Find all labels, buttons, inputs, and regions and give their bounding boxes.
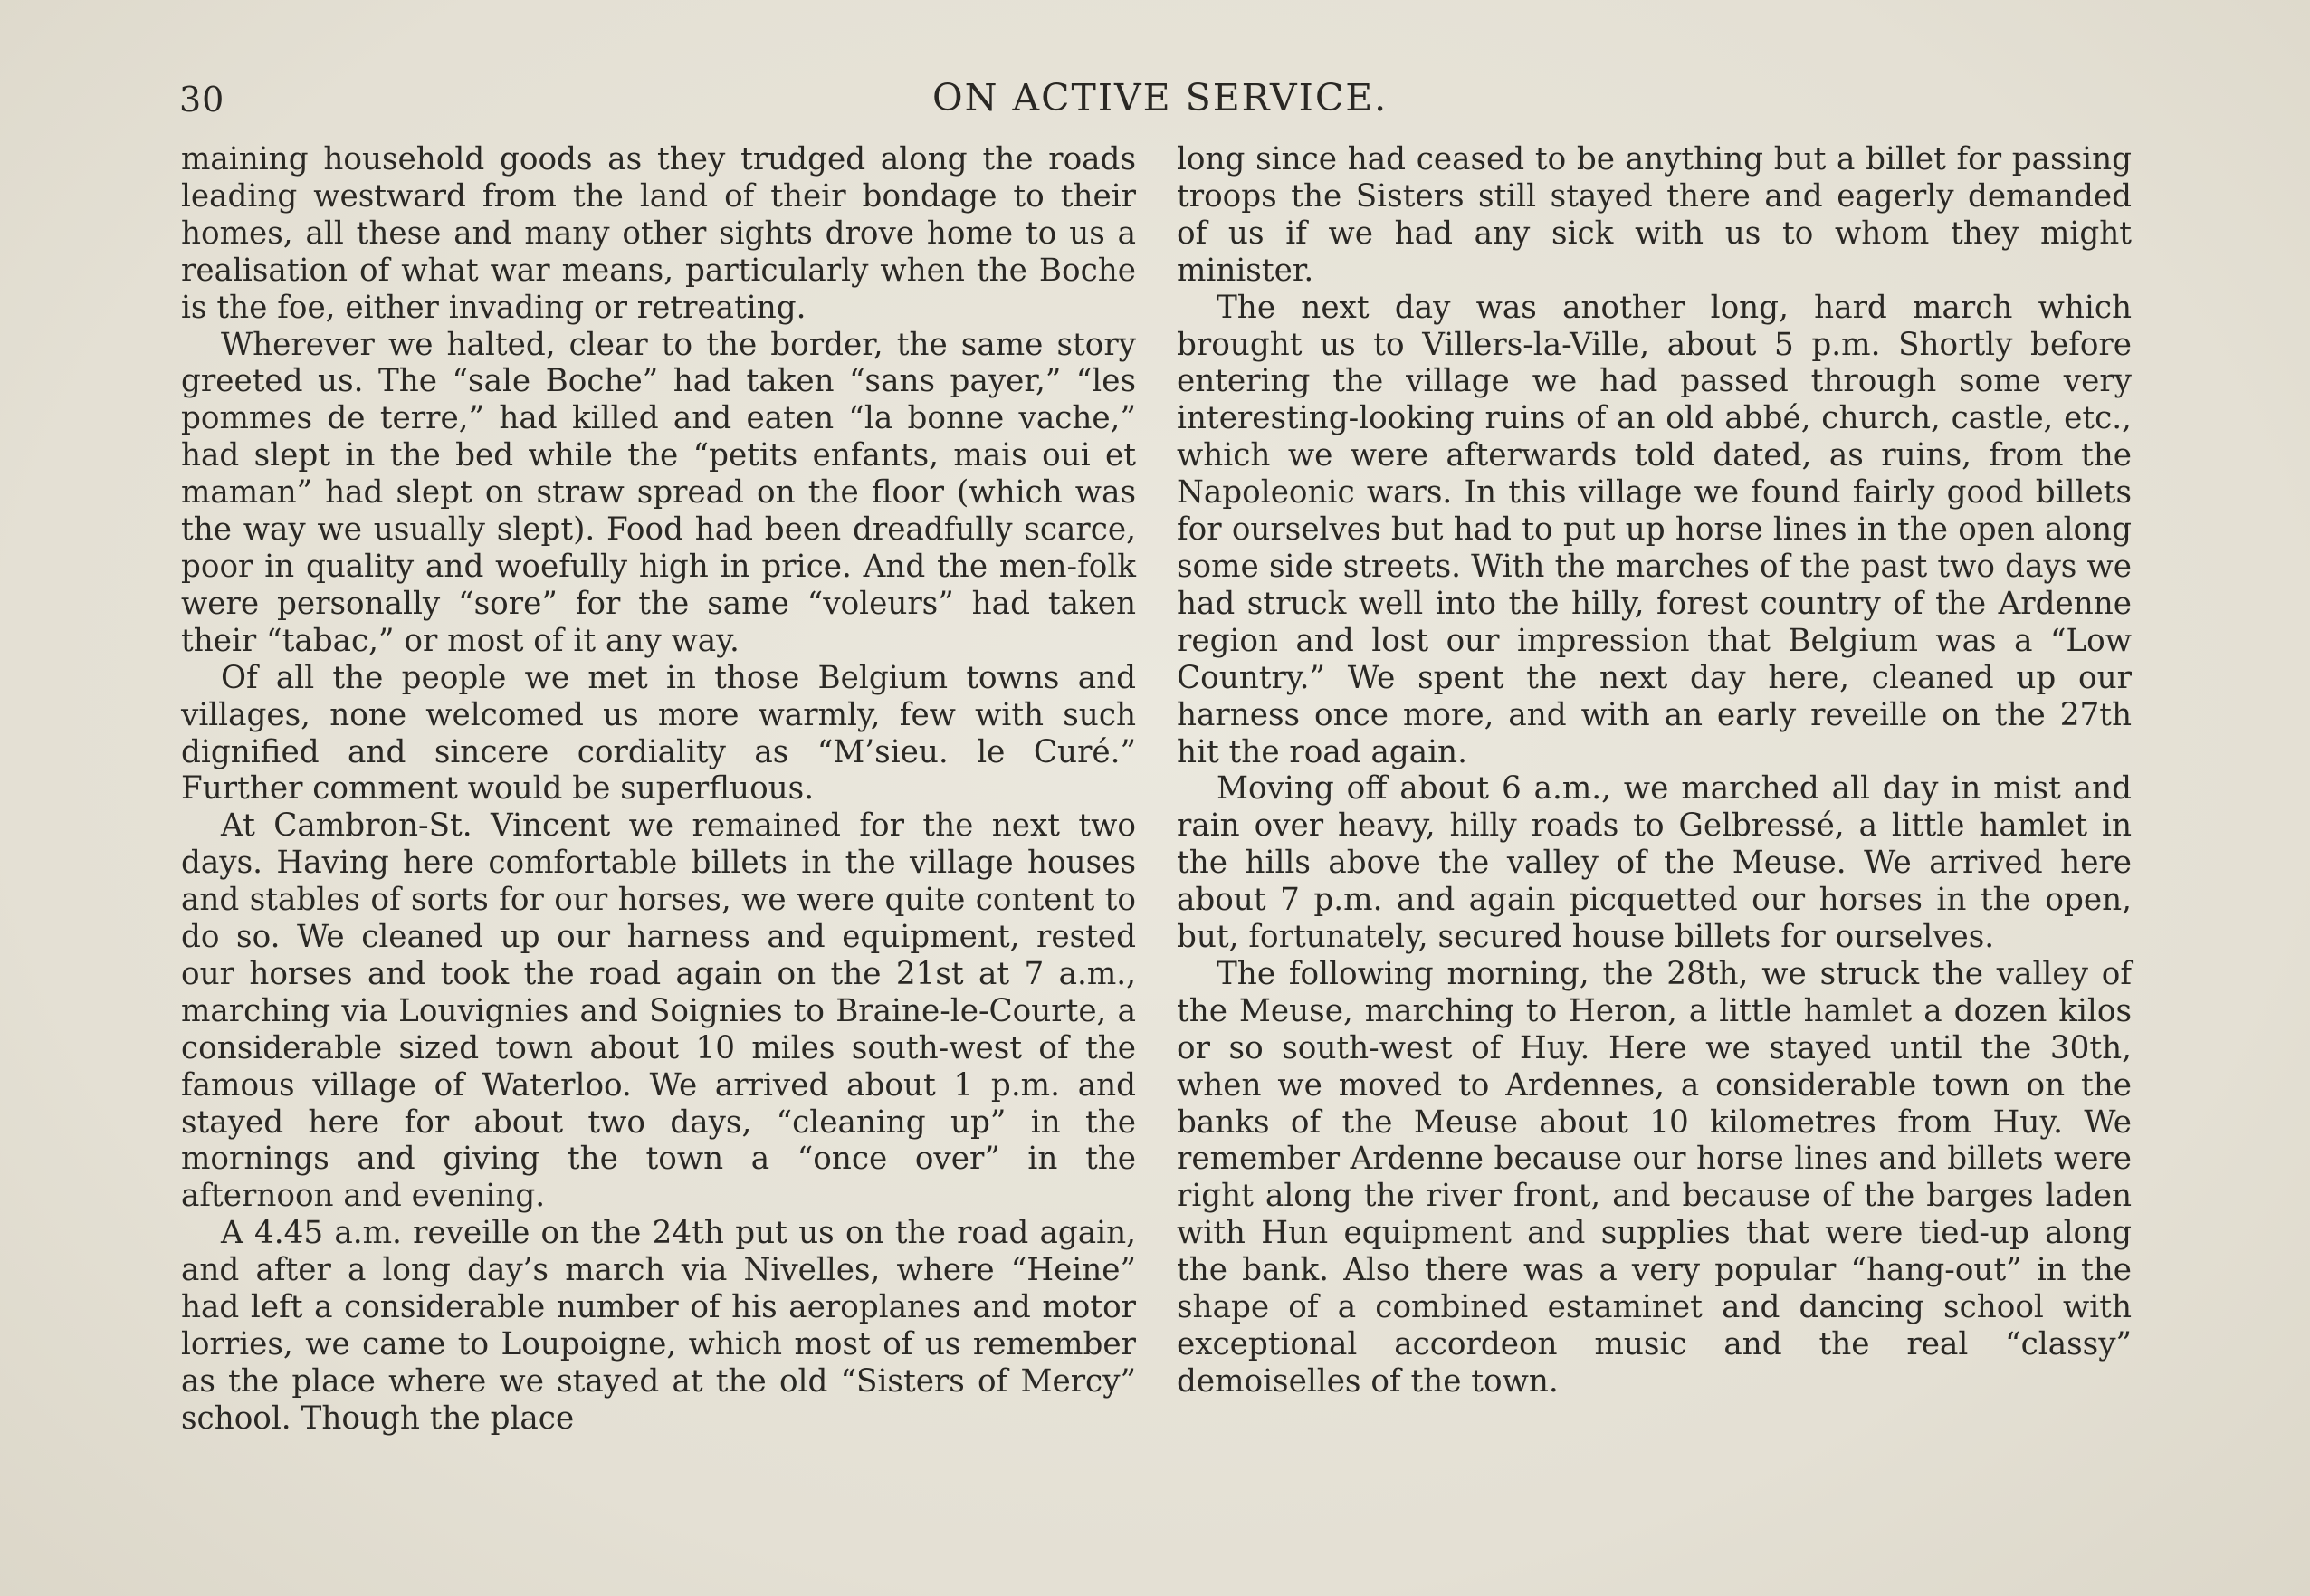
running-head-title: ON ACTIVE SERVICE. bbox=[932, 76, 1389, 119]
paragraph: Wherever we halted, clear to the border, the same story greeted us. The “sale Boche” had taken “sans payer,” “les pommes de terre,” had killed and eaten “la bonne vache,” had slept in the bed while the “petits enfants, mais oui et maman” had slept on straw spread on the floor (which was the way we usually slept). Food had been dreadfully scarce, poor in quality and woefully high in price. And the men-folk were personally “sore” for the same “voleurs” had taken their “tabac,” or most of it any way. bbox=[181, 326, 1136, 659]
left-column bbox=[181, 141, 1136, 1438]
right-column bbox=[1177, 141, 2132, 1400]
paragraph: A 4.45 a.m. reveille on the 24th put us on the road again, and after a long day’s march via Nivelles, where “Heine” had left a considerable number of his aeroplanes and motor lorries, we came to Loupoigne, which most of us remember as the place where we stayed at the old “Sisters of Mercy” school. Though the place bbox=[181, 1215, 1136, 1437]
page-number: 30 bbox=[179, 80, 225, 119]
paragraph: Moving off about 6 a.m., we marched all day in mist and rain over heavy, hilly roads to Gelbressé, a little hamlet in the hills above the valley of the Meuse. We arrived here about 7 p.m. and again picquetted our horses in the open, but, fortunately, secured house billets for ourselves. bbox=[1177, 770, 2132, 956]
paragraph: The following morning, the 28th, we struck the valley of the Meuse, marching to Heron, a little hamlet a dozen kilos or so south-west of Huy. Here we stayed until the 30th, when we moved to Ardennes, a considerable town on the banks of the Meuse about 10 kilometres from Huy. We remember Ardenne because our horse lines and billets were right along the river front, and because of the barges laden with Hun equipment and supplies that were tied-up along the bank. Also there was a very popular “hang-out” in the shape of a combined estaminet and dancing school with exceptional accordeon music and the real “classy” demoiselles of the town. bbox=[1177, 955, 2132, 1400]
paragraph: maining household goods as they trudged along the roads leading westward from the land of their bondage to their homes, all these and many other sights drove home to us a realisation of what war means, particularly when the Boche is the foe, either invading or retreating. bbox=[181, 141, 1136, 326]
paragraph: At Cambron-St. Vincent we remained for the next two days. Having here comfortable billets in the village houses and stables of sorts for our horses, we were quite content to do so. We cleaned up our harness and equipment, rested our horses and took the road again on the 21st at 7 a.m., marching via Louvignies and Soignies to Braine-le-Courte, a considerable sized town about 10 miles south-west of the famous village of Waterloo. We arrived about 1 p.m. and stayed here for about two days, “cleaning up” in the mornings and giving the town a “once over” in the afternoon and evening. bbox=[181, 808, 1136, 1215]
paragraph: The next day was another long, hard march which brought us to Villers-la-Ville, about 5 p.m. Shortly before entering the village we had passed through some very interesting-looking ruins of an old abbé, church, castle, etc., which we were afterwards told dated, as ruins, from the Napoleonic wars. In this village we found fairly good billets for ourselves but had to put up horse lines in the open along some side streets. With the marches of the past two days we had struck well into the hilly, forest country of the Ardenne region and lost our impression that Belgium was a “Low Country.” We spent the next day here, cleaned up our harness once more, and with an early reveille on the 27th hit the road again. bbox=[1177, 289, 2132, 770]
paragraph: Of all the people we met in those Belgium towns and villages, none welcomed us more warmly, few with such dignified and sincere cordiality as “M’sieu. le Curé.” Further comment would be superfluous. bbox=[181, 659, 1136, 808]
paragraph: long since had ceased to be anything but a billet for passing troops the Sisters still stayed there and eagerly demanded of us if we had any sick with us to whom they might minister. bbox=[1177, 141, 2132, 289]
